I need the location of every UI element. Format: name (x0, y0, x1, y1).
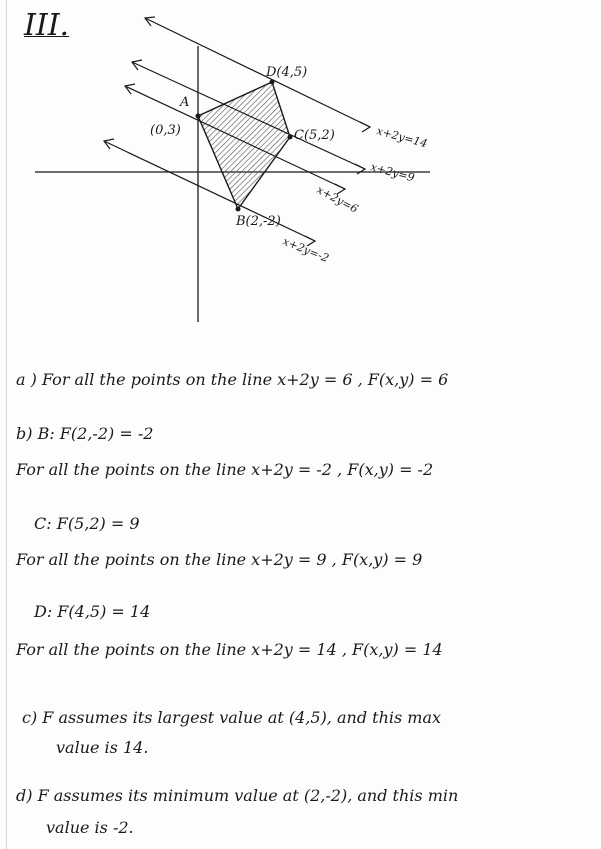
problem-number: III. (24, 8, 70, 43)
answer-c2-line2: value is 14. (56, 738, 149, 757)
answer-d-body: For all the points on the line x+2y = 14 , F(x,y) = 14 (16, 640, 443, 659)
level-line-neg2 (104, 141, 315, 241)
label-line-6: x+2y=6 (314, 183, 361, 216)
label-line-neg2: x+2y=-2 (280, 234, 331, 265)
answer-d2-line2: value is -2. (46, 818, 134, 837)
answer-c-head: C: F(5,2) = 9 (34, 514, 140, 533)
vertex-A (196, 114, 201, 119)
feasible-region-graph (0, 0, 601, 330)
label-D: D(4,5) (266, 65, 308, 80)
answer-c2-line1: c) F assumes its largest value at (4,5), and this max (22, 708, 442, 727)
answer-d2-line1: d) F assumes its minimum value at (2,-2), and this min (16, 786, 459, 805)
answer-c-body: For all the points on the line x+2y = 9 , F(x,y) = 9 (16, 550, 423, 569)
label-line-14: x+2y=14 (375, 124, 429, 151)
label-line-9: x+2y=9 (369, 160, 416, 185)
answer-d-head: D: F(4,5) = 14 (34, 602, 151, 621)
label-A-coord: (0,3) (150, 123, 181, 138)
arrowhead-icon (132, 60, 142, 70)
answer-b-body: For all the points on the line x+2y = -2 , F(x,y) = -2 (16, 460, 434, 479)
feasible-region (198, 82, 290, 209)
vertex-B (236, 207, 241, 212)
vertex-C (288, 135, 293, 140)
label-A: A (180, 95, 190, 110)
label-B: B(2,-2) (236, 214, 281, 229)
label-C: C(5,2) (294, 128, 335, 143)
answer-b-head: b) B: F(2,-2) = -2 (16, 424, 154, 443)
answer-a: a ) For all the points on the line x+2y = 6 , F(x,y) = 6 (16, 370, 449, 389)
vertex-D (270, 80, 275, 85)
